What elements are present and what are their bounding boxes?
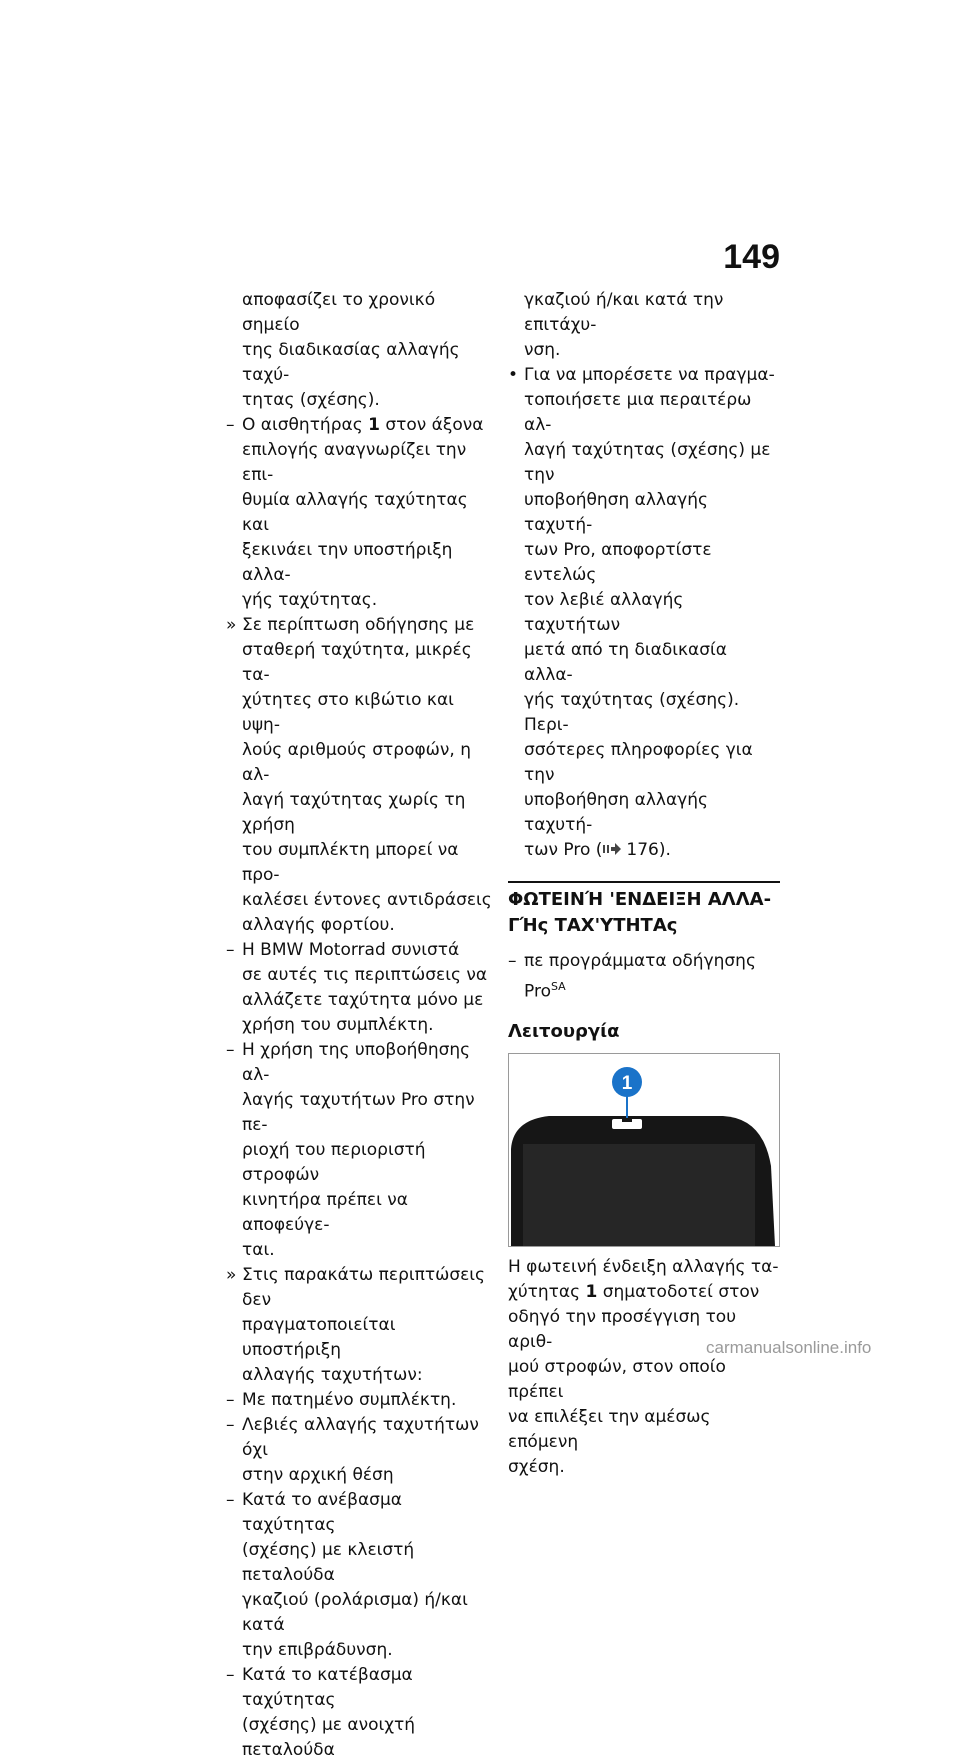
list-item-clutch: – Με πατημένο συμπλέκτη. (226, 1388, 494, 1413)
bullet-marker: • (508, 365, 519, 385)
page-reference-arrow-icon (602, 842, 622, 856)
dash-marker: – (226, 1390, 235, 1410)
paragraph-continuation: αποφασίζει το χρονικό σημείο της διαδικασίας αλλαγής ταχύ- τητας (σχέσης). (242, 290, 460, 410)
section-heading: ΦΩΤΕΙΝΉ 'ΕΝΔΕΙΞΗ ΑΛΛΑ- ΓΉς ΤΑΧ'ΥΤΗΤΑς (508, 881, 780, 939)
warning-item-load-change: » Σε περίπτωση οδήγησης με σταθερή ταχύτητα, μικρές τα- χύτητες στο κιβώτιο και υψη- λούς αριθμούς στροφών, η αλ- λαγή ταχύτητας χωρίς τη χρήση του συμπλέκτη μπορεί να προ- καλέσει έντονες αντιδράσεις αλλαγής φορτίου. (226, 615, 492, 935)
list-item-sensor: – Ο αισθητήρας 1 στον άξονα επιλογής αναγνωρίζει την επι- θυμία αλλαγής ταχύτητας και ξεκινάει την υποστήριξη αλλα- γής ταχύτητας. (226, 415, 484, 610)
watermark: carmanualsonline.info (706, 1338, 872, 1357)
dash-marker: – (226, 1415, 235, 1435)
paragraph-continuation-right: γκαζιού ή/και κατά την επιτάχυ- νση. (524, 290, 724, 360)
bullet-item-unload-lever: • Για να μπορέσετε να πραγμα- τοποιήσετε μια περαιτέρω αλ- λαγή ταχύτητας (σχέσης) με την υποβοήθηση αλλαγής ταχυτή- των Pro, αποφορτίστε εντελώς τον λεβιέ αλλαγής ταχυτήτων μετά από τη διαδικασία αλλα- γής ταχύτητας (σχέσης). Περι- σσότερες πληροφορίες για την υποβοήθηση αλλαγής ταχυτή- των Pro ( 176). (508, 365, 775, 860)
shift-light-figure (508, 1053, 780, 1247)
tft-display-illustration (509, 1054, 779, 1246)
list-item-rev-limiter: – Η χρήση της υποβοήθησης αλ- λαγής ταχυτήτων Pro στην πε- ριοχή του περιοριστή στροφών κινητήρα πρέπει να αποφεύγε- ται. (226, 1040, 475, 1260)
figure-callout-number: 1 (621, 1072, 633, 1094)
right-column (508, 288, 780, 1480)
list-item-upshift: – Κατά το ανέβασμα ταχύτητας (σχέσης) με κλειστή πεταλούδα γκαζιού (ρολάρισμα) ή/και κατά την επιβράδυνση. (226, 1490, 468, 1660)
result-item-no-support: » Στις παρακάτω περιπτώσεις δεν πραγματοποιείται υποστήριξη αλλαγής ταχυτήτων: (226, 1265, 486, 1385)
dash-marker: – (508, 951, 517, 971)
dash-marker: – (226, 1040, 235, 1060)
dash-marker: – (226, 415, 235, 435)
left-column (226, 288, 494, 1763)
reference-number: 1 (368, 415, 380, 435)
page-reference: 176). (626, 840, 671, 860)
equipment-note: – πε προγράμματα οδήγησης Pro$^{SA}$ (508, 951, 756, 1002)
result-marker: » (226, 1265, 237, 1285)
list-item-recommendation: – Η BMW Motorrad συνιστά σε αυτές τις περιπτώσεις να αλλάζετε ταχύτητα μόνο με χρήση του συμπλέκτη. (226, 940, 488, 1035)
special-equipment-tag: SA (550, 980, 566, 993)
list-item-lever: – Λεβιές αλλαγής ταχυτήτων όχι στην αρχική θέση (226, 1415, 479, 1485)
function-subheading: Λειτουργία (508, 1020, 620, 1042)
dash-marker: – (226, 1490, 235, 1510)
figure-caption: Η φωτεινή ένδειξη αλλαγής τα- χύτητας 1 σηματοδοτεί στον οδηγό την προσέγγιση του αριθ- μού στροφών, στον οποίο πρέπει να επιλέξει την αμέσως επόμενη σχέση. (508, 1256, 779, 1477)
list-item-downshift: – Κατά το κατέβασμα ταχύτητας (σχέσης) με ανοιχτή πεταλούδα (226, 1665, 416, 1760)
page-number: 149 (723, 238, 780, 276)
dash-marker: – (226, 940, 235, 960)
result-marker: » (226, 615, 237, 635)
dash-marker: – (226, 1665, 235, 1685)
reference-number: 1 (585, 1281, 598, 1302)
